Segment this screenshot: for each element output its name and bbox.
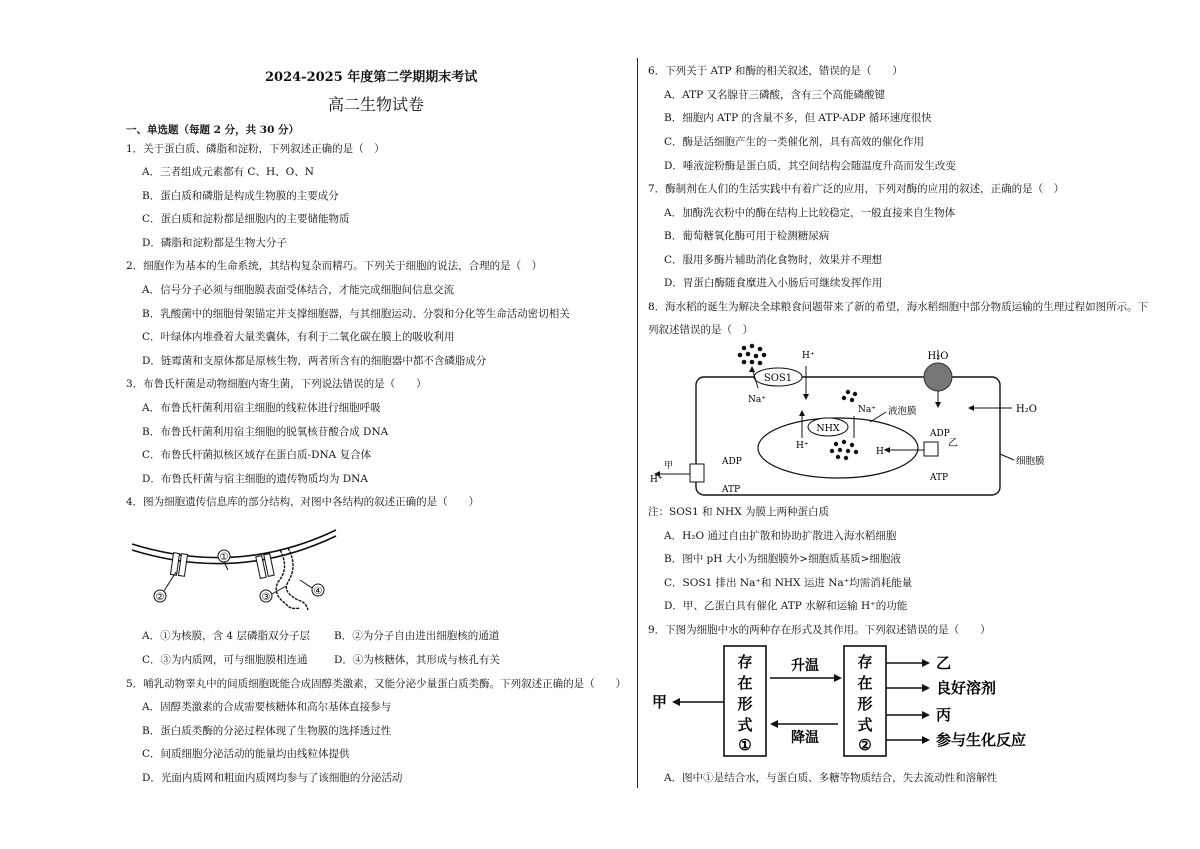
q8-note: 注：SOS1 和 NHX 为膜上两种蛋白质: [648, 506, 830, 518]
question-5: 5．哺乳动物睾丸中的间质细胞既能合成固醇类激素，又能分泌少量蛋白质类酶。下列叙述正确的是（ ）: [126, 678, 627, 690]
option-3b: B．布鲁氏杆菌利用宿主细胞的脱氧核苷酸合成 DNA: [142, 426, 389, 438]
h-label-3: H⁺: [876, 447, 889, 457]
cell-transport-figure: [648, 340, 1078, 498]
outside-particles: [738, 344, 767, 366]
option-5a: A．固醇类激素的合成需要核糖体和高尔基体直接参与: [142, 701, 392, 713]
h-label-4: H⁺: [650, 475, 663, 485]
atp-label-2: ATP: [722, 485, 741, 495]
h2o-label-2: H₂O: [1016, 404, 1037, 415]
output-bing: 丙: [936, 706, 952, 724]
nhx-label: NHX: [816, 423, 840, 434]
vacuole-membrane-label: 液泡膜: [888, 406, 917, 417]
option-1b: B．蛋白质和磷脂是构成生物膜的主要成分: [142, 190, 339, 202]
question-8: 8．海水稻的诞生为解决全球粮食问题带来了新的希望，海水稻细胞中部分物质运输的生理过程如图所示。下: [648, 301, 1149, 313]
adp-label-1: ADP: [930, 429, 950, 439]
option-1d: D．磷脂和淀粉都是生物大分子: [142, 237, 287, 249]
option-2d: D．链霉菌和支原体都是原核生物，两者所含有的细胞器中都不含磷脂成分: [142, 355, 487, 367]
label-4: ④: [313, 586, 323, 597]
h2o-label-1: H₂O: [927, 351, 949, 362]
exam-title: 2024-2025 年度第二学期期末考试: [265, 70, 478, 85]
option-5d: D．光面内质网和粗面内质网均参与了该细胞的分泌活动: [142, 772, 403, 784]
option-1a: A．三者组成元素都有 C、H、O、N: [142, 166, 314, 178]
adp-label-2: ADP: [722, 457, 742, 467]
box1-char-1: 存: [737, 653, 753, 671]
sos1-label: SOS1: [763, 373, 793, 384]
option-5c: C．间质细胞分泌活动的能量均由线粒体提供: [142, 748, 350, 760]
output-yi: 乙: [936, 654, 952, 672]
label-3: ③: [261, 592, 271, 603]
box2-char-3: 形: [857, 695, 873, 713]
option-8c: C．SOS1 排出 Na⁺和 NHX 运进 Na⁺均需消耗能量: [664, 577, 913, 589]
option-7a: A．加酶洗衣粉中的酶在结构上比较稳定，一般直接来自生物体: [664, 207, 956, 219]
option-5b: B．蛋白质类酶的分泌过程体现了生物膜的选择透过性: [142, 725, 392, 737]
option-7b: B．葡萄糖氧化酶可用于检测糖尿病: [664, 230, 830, 242]
option-4d: D．④为核糖体，其形成与核孔有关: [334, 654, 500, 666]
box1-char-2: 在: [737, 674, 753, 692]
box1-char-3: 形: [737, 695, 753, 713]
yi-label: 乙: [948, 438, 958, 449]
cool-label: 降温: [791, 730, 819, 746]
option-7c: C．服用多酶片辅助消化食物时，效果并不理想: [664, 254, 883, 266]
heat-label: 升温: [791, 658, 819, 674]
option-4a: A．①为核膜，含 4 层磷脂双分子层: [142, 630, 310, 642]
atp-label-1: ATP: [930, 473, 949, 483]
box2-char-2: 在: [857, 674, 873, 692]
option-3a: A．布鲁氏杆菌利用宿主细胞的线粒体进行细胞呼吸: [142, 402, 381, 414]
option-4b: B．②为分子自由进出细胞核的通道: [334, 630, 500, 642]
h-label-1: H⁺: [802, 351, 815, 361]
cytoplasm-particles: [842, 390, 857, 402]
question-4: 4．图为细胞遗传信息库的部分结构，对图中各结构的叙述正确的是（ ）: [126, 496, 480, 508]
option-3c: C．布鲁氏杆菌拟核区域存在蛋白质-DNA 复合体: [142, 449, 372, 461]
output-solvent: 良好溶剂: [936, 679, 997, 697]
option-2c: C．叶绿体内堆叠着大量类囊体，有利于二氧化碳在膜上的吸收利用: [142, 331, 455, 343]
question-2: 2．细胞作为基本的生命系统，其结构复杂而精巧。下列关于细胞的说法，合理的是（ ）: [126, 260, 543, 272]
cell-membrane-label: 细胞膜: [1016, 456, 1045, 467]
h-label-2: H⁺: [796, 441, 809, 451]
option-6a: A．ATP 又名腺苷三磷酸，含有三个高能磷酸键: [664, 89, 885, 101]
column-divider: [637, 58, 638, 788]
option-2b: B．乳酸菌中的细胞骨架锚定并支撑细胞器，与其细胞运动、分裂和分化等生命活动密切相关: [142, 308, 570, 320]
option-4c: C．③为内质网，可与细胞膜相连通: [142, 654, 308, 666]
option-2a: A．信号分子必须与细胞膜表面受体结合，才能完成细胞间信息交流: [142, 284, 455, 296]
question-9: 9．下图为细胞中水的两种存在形式及其作用。下列叙述错误的是（ ）: [648, 624, 991, 636]
nucleus-figure: [128, 528, 358, 620]
box2-char-1: 存: [857, 653, 873, 671]
option-6d: D．唾液淀粉酶是蛋白质，其空间结构会随温度升高而发生改变: [664, 160, 956, 172]
na-label-1: Na⁺: [748, 395, 766, 405]
box2-char-5: ②: [858, 736, 872, 754]
option-1c: C．蛋白质和淀粉都是细胞内的主要储能物质: [142, 213, 350, 225]
option-8d: D．甲、乙蛋白具有催化 ATP 水解和运输 H⁺的功能: [664, 600, 908, 612]
question-3: 3．布鲁氏杆菌是动物细胞内寄生菌，下列说法错误的是（ ）: [126, 378, 427, 390]
output-reaction: 参与生化反应: [936, 731, 1027, 749]
question-8-cont: 列叙述错误的是（ ）: [648, 324, 753, 336]
exam-subtitle: 高二生物试卷: [328, 95, 425, 114]
option-8a: A．H₂O 通过自由扩散和协助扩散进入海水稻细胞: [664, 530, 897, 542]
label-1: ①: [219, 552, 229, 563]
option-3d: D．布鲁氏杆菌与宿主细胞的遗传物质均为 DNA: [142, 473, 368, 485]
option-7d: D．胃蛋白酶随食糜进入小肠后可继续发挥作用: [664, 277, 883, 289]
vacuole-particles: [830, 440, 858, 460]
box1-char-5: ①: [738, 736, 752, 754]
option-9a: A．图中①是结合水，与蛋白质、多糖等物质结合，失去流动性和溶解性: [664, 772, 998, 784]
label-2: ②: [155, 592, 165, 603]
jia-label: 甲: [664, 461, 674, 471]
water-forms-figure: [648, 640, 1068, 760]
box1-char-4: 式: [737, 716, 753, 734]
option-8b: B．图中 pH 大小为细胞膜外>细胞质基质>细胞液: [664, 553, 901, 565]
section-heading: 一、单选题（每题 2 分，共 30 分）: [126, 124, 300, 136]
option-6b: B．细胞内 ATP 的含量不多，但 ATP-ADP 循环速度很快: [664, 112, 932, 124]
option-6c: C．酶是活细胞产生的一类催化剂，具有高效的催化作用: [664, 136, 925, 148]
question-6: 6．下列关于 ATP 和酶的相关叙述，错误的是（ ）: [648, 65, 903, 77]
na-label-2: Na⁺: [858, 405, 876, 415]
jia-output: 甲: [652, 693, 668, 711]
box2-char-4: 式: [857, 716, 873, 734]
question-7: 7．酶制剂在人们的生活实践中有着广泛的应用，下列对酶的应用的叙述，正确的是（ ）: [648, 183, 1065, 195]
question-1: 1．关于蛋白质、磷脂和淀粉，下列叙述正确的是（ ）: [126, 143, 385, 155]
